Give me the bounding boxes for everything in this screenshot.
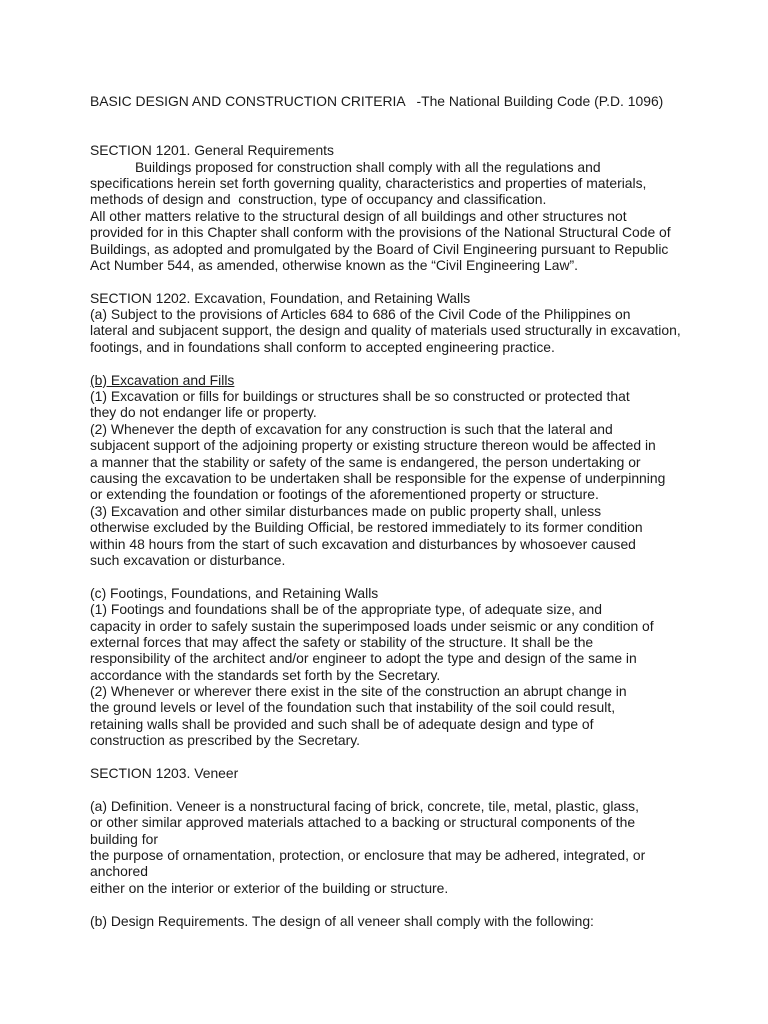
section-1202-heading: SECTION 1202. Excavation, Foundation, and Retaining Walls: [90, 289, 471, 306]
footings-line: accordance with the standards set forth by the Secretary.: [90, 666, 441, 683]
veneer-definition-line: or other similar approved materials attached to a backing or structural components of the: [90, 814, 636, 831]
footings-line: retaining walls shall be provided and such shall be of adequate design and type of: [90, 715, 594, 732]
document-title: BASIC DESIGN AND CONSTRUCTION CRITERIA -The National Building Code (P.D. 1096): [90, 93, 664, 109]
excavation-fills-line: causing the excavation to be undertaken shall be responsible for the expense of underpinning: [90, 469, 666, 486]
excavation-fills-line: (3) Excavation and other similar disturbances made on public property shall, unless: [90, 502, 602, 519]
excavation-fills-line: (2) Whenever the depth of excavation for any construction is such that the lateral and: [90, 420, 613, 437]
footings-heading: (c) Footings, Foundations, and Retaining Walls: [90, 584, 379, 601]
section-1201-line: Buildings proposed for construction shall comply with all the regulations and: [135, 158, 601, 175]
document-page: [90, 93, 690, 929]
veneer-definition-line: anchored: [90, 863, 148, 880]
excavation-fills-line: they do not endanger life or property.: [90, 404, 317, 421]
excavation-fills-line: (1) Excavation or fills for buildings or structures shall be so constructed or protected that: [90, 388, 630, 405]
veneer-definition-line: the purpose of ornamentation, protection, or enclosure that may be adhered, integrated, or: [90, 846, 646, 863]
section-1201-line: All other matters relative to the structural design of all buildings and other structures not: [90, 207, 627, 224]
excavation-fills-line: subjacent support of the adjoining property or existing structure thereon would be affected in: [90, 437, 656, 454]
excavation-fills-line: otherwise excluded by the Building Official, be restored immediately to its former condition: [90, 519, 643, 536]
excavation-fills-line: such excavation or disturbance.: [90, 551, 286, 568]
excavation-fills-line: within 48 hours from the start of such excavation and disturbances by whosoever caused: [90, 535, 636, 552]
veneer-definition-line: building for: [90, 830, 158, 847]
footings-line: (2) Whenever or wherever there exist in the site of the construction an abrupt change in: [90, 683, 627, 700]
section-1201-line: provided for in this Chapter shall conform with the provisions of the National Structural Code of: [90, 224, 671, 241]
section-1201-line: specifications herein set forth governing quality, characteristics and properties of materials,: [90, 174, 647, 191]
veneer-definition-line: either on the interior or exterior of the building or structure.: [90, 879, 449, 896]
excavation-fills-line: or extending the foundation or footings of the aforementioned property or structure.: [90, 486, 599, 503]
section-1202-a-line: lateral and subjacent support, the design and quality of materials used structurally in excavation,: [90, 322, 681, 339]
section-1203-heading: SECTION 1203. Veneer: [90, 765, 239, 782]
footings-line: external forces that may affect the safety or stability of the structure. It shall be the: [90, 633, 594, 650]
section-1201-line: Act Number 544, as amended, otherwise known as the “Civil Engineering Law”.: [90, 256, 578, 273]
section-1201-line: Buildings, as adopted and promulgated by the Board of Civil Engineering pursuant to Republic: [90, 240, 669, 257]
veneer-definition-line: (a) Definition. Veneer is a nonstructural facing of brick, concrete, tile, metal, plastic, glass,: [90, 797, 639, 814]
footings-line: (1) Footings and foundations shall be of the appropriate type, of adequate size, and: [90, 601, 602, 618]
footings-line: responsibility of the architect and/or engineer to adopt the type and design of the same in: [90, 650, 637, 667]
section-1202-a-line: footings, and in foundations shall conform to accepted engineering practice.: [90, 338, 555, 355]
veneer-design-requirements: (b) Design Requirements. The design of all veneer shall comply with the following:: [90, 912, 594, 929]
footings-line: construction as prescribed by the Secretary.: [90, 732, 360, 749]
section-1202-a-line: (a) Subject to the provisions of Articles 684 to 686 of the Civil Code of the Philippines on: [90, 306, 631, 323]
section-1201-line: methods of design and construction, type of occupancy and classification.: [90, 191, 547, 208]
footings-line: the ground levels or level of the foundation such that instability of the soil could result,: [90, 699, 616, 716]
excavation-fills-line: a manner that the stability or safety of the same is endangered, the person undertaking or: [90, 453, 641, 470]
excavation-fills-heading: (b) Excavation and Fills: [90, 371, 235, 388]
footings-line: capacity in order to safely sustain the superimposed loads under seismic or any condition of: [90, 617, 654, 634]
section-1201-heading: SECTION 1201. General Requirements: [90, 142, 334, 159]
